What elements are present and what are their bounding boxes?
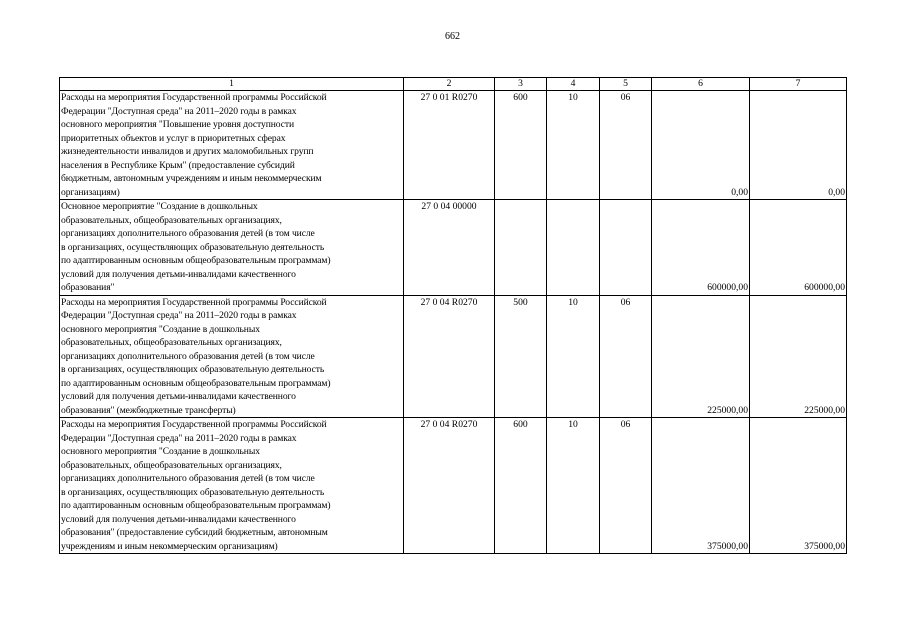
row-section: 10 bbox=[547, 295, 600, 418]
row-subsection bbox=[600, 200, 652, 296]
row-amount-col7: 600000,00 bbox=[750, 200, 847, 296]
row-target-code: 27 0 04 R0270 bbox=[404, 418, 495, 554]
row-target-code: 27 0 04 R0270 bbox=[404, 295, 495, 418]
row-section bbox=[547, 200, 600, 296]
header-cell-5: 5 bbox=[600, 78, 652, 91]
row-amount-col7: 225000,00 bbox=[750, 295, 847, 418]
row-target-code: 27 0 01 R0270 bbox=[404, 91, 495, 200]
row-subsection: 06 bbox=[600, 418, 652, 554]
budget-table bbox=[59, 77, 847, 554]
table-row bbox=[60, 295, 847, 418]
table-row bbox=[60, 418, 847, 554]
row-section: 10 bbox=[547, 418, 600, 554]
row-amount-col6: 600000,00 bbox=[652, 200, 750, 296]
header-cell-1: 1 bbox=[60, 78, 404, 91]
row-expense-type: 600 bbox=[495, 91, 547, 200]
row-amount-col6: 0,00 bbox=[652, 91, 750, 200]
row-subsection: 06 bbox=[600, 91, 652, 200]
header-cell-2: 2 bbox=[404, 78, 495, 91]
row-expense-type: 600 bbox=[495, 418, 547, 554]
header-cell-7: 7 bbox=[750, 78, 847, 91]
table-row bbox=[60, 91, 847, 200]
row-expense-type bbox=[495, 200, 547, 296]
row-description: Расходы на мероприятия Государственной программы Российской Федерации "Доступная среда" на 2011–2020 годы в рамках основного мероприятия "Повышение уровня доступности приоритетных объектов и услуг в приоритетных сферах жизнедеятельности инвалидов и других маломобильных групп населения в Республике Крым" (предоставление субсидий бюджетным, автономным учреждениям и иным некоммерческим организациям) bbox=[60, 91, 404, 200]
header-cell-3: 3 bbox=[495, 78, 547, 91]
row-amount-col7: 0,00 bbox=[750, 91, 847, 200]
row-section: 10 bbox=[547, 91, 600, 200]
row-description: Основное мероприятие "Создание в дошкольных образовательных, общеобразовательных организациях, организациях дополнительного образования детей (в том числе в организациях, осуществляющих образовательную деятельность по адаптированным основным общеобразовательным программам) условий для получения детьми-инвалидами качественного образования" bbox=[60, 200, 404, 296]
header-cell-6: 6 bbox=[652, 78, 750, 91]
row-amount-col6: 225000,00 bbox=[652, 295, 750, 418]
table-header-row bbox=[60, 78, 847, 91]
row-target-code: 27 0 04 00000 bbox=[404, 200, 495, 296]
header-cell-4: 4 bbox=[547, 78, 600, 91]
row-subsection: 06 bbox=[600, 295, 652, 418]
row-description: Расходы на мероприятия Государственной программы Российской Федерации "Доступная среда" на 2011–2020 годы в рамках основного мероприятия "Создание в дошкольных образовательных, общеобразовательных организациях, организациях дополнительного образования детей (в том числе в организациях, осуществляющих образовательную деятельность по адаптированным основным общеобразовательным программам) условий для получения детьми-инвалидами качественного образования" (предоставление субсидий бюджетным, автономным учреждениям и иным некоммерческим организациям) bbox=[60, 418, 404, 554]
page-number: 662 bbox=[445, 31, 460, 42]
table-row bbox=[60, 200, 847, 296]
row-amount-col7: 375000,00 bbox=[750, 418, 847, 554]
row-expense-type: 500 bbox=[495, 295, 547, 418]
row-description: Расходы на мероприятия Государственной программы Российской Федерации "Доступная среда" на 2011–2020 годы в рамках основного мероприятия "Создание в дошкольных образовательных, общеобразовательных организациях, организациях дополнительного образования детей (в том числе в организациях, осуществляющих образовательную деятельность по адаптированным основным общеобразовательным программам) условий для получения детьми-инвалидами качественного образования" (межбюджетные трансферты) bbox=[60, 295, 404, 418]
row-amount-col6: 375000,00 bbox=[652, 418, 750, 554]
